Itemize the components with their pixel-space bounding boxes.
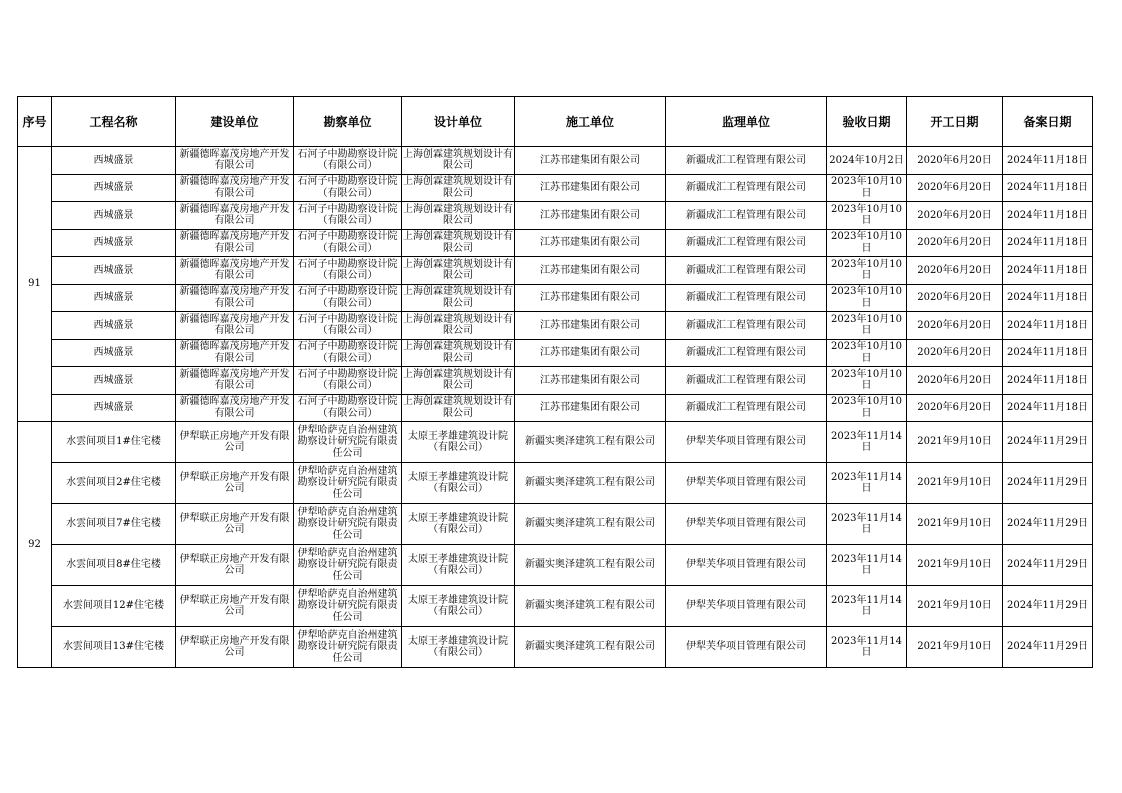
filing-date-cell: 2024年11月29日 — [1003, 545, 1093, 586]
survey-unit-cell: 伊犁哈萨克自治州建筑勘察设计研究院有限责任公司 — [294, 422, 402, 463]
builder-cell: 新疆德晖嘉茂房地产开发有限公司 — [176, 367, 294, 395]
table-row — [18, 463, 1093, 504]
supervision-unit-cell: 新疆成汇工程管理有限公司 — [666, 174, 827, 202]
start-date-cell: 2020年6月20日 — [907, 147, 1003, 175]
header-project-name: 工程名称 — [52, 97, 176, 147]
builder-cell: 伊犁联正房地产开发有限公司 — [176, 422, 294, 463]
builder-cell: 新疆德晖嘉茂房地产开发有限公司 — [176, 229, 294, 257]
builder-cell: 伊犁联正房地产开发有限公司 — [176, 463, 294, 504]
design-unit-cell: 太原王孝雄建筑设计院（有限公司） — [402, 627, 515, 668]
project-name-cell: 西城盛景 — [52, 147, 176, 175]
seq-cell: 91 — [18, 147, 52, 422]
construction-unit-cell: 江苏邗建集团有限公司 — [515, 284, 666, 312]
supervision-unit-cell: 伊犁芙华项目管理有限公司 — [666, 463, 827, 504]
start-date-cell: 2020年6月20日 — [907, 257, 1003, 285]
table-row — [18, 586, 1093, 627]
start-date-cell: 2020年6月20日 — [907, 394, 1003, 422]
survey-unit-cell: 伊犁哈萨克自治州建筑勘察设计研究院有限责任公司 — [294, 504, 402, 545]
construction-unit-cell: 江苏邗建集团有限公司 — [515, 367, 666, 395]
construction-unit-cell: 新疆实奥泽建筑工程有限公司 — [515, 545, 666, 586]
supervision-unit-cell: 新疆成汇工程管理有限公司 — [666, 202, 827, 230]
acceptance-date-cell: 2024年10月2日 — [827, 147, 907, 175]
table-row — [18, 367, 1093, 395]
acceptance-date-cell: 2023年10月10日 — [827, 367, 907, 395]
filing-date-cell: 2024年11月18日 — [1003, 257, 1093, 285]
design-unit-cell: 上海创霖建筑规划设计有限公司 — [402, 202, 515, 230]
project-name-cell: 西城盛景 — [52, 367, 176, 395]
design-unit-cell: 上海创霖建筑规划设计有限公司 — [402, 257, 515, 285]
project-name-cell: 水雲间项目8#住宅楼 — [52, 545, 176, 586]
supervision-unit-cell: 伊犁芙华项目管理有限公司 — [666, 627, 827, 668]
header-filing-date: 备案日期 — [1003, 97, 1093, 147]
design-unit-cell: 上海创霖建筑规划设计有限公司 — [402, 147, 515, 175]
filing-date-cell: 2024年11月29日 — [1003, 463, 1093, 504]
start-date-cell: 2020年6月20日 — [907, 312, 1003, 340]
acceptance-date-cell: 2023年10月10日 — [827, 394, 907, 422]
acceptance-date-cell: 2023年10月10日 — [827, 284, 907, 312]
filing-date-cell: 2024年11月18日 — [1003, 339, 1093, 367]
survey-unit-cell: 石河子中勘勘察设计院（有限公司） — [294, 367, 402, 395]
header-supervision-unit: 监理单位 — [666, 97, 827, 147]
project-name-cell: 水雲间项目13#住宅楼 — [52, 627, 176, 668]
project-name-cell: 西城盛景 — [52, 229, 176, 257]
construction-unit-cell: 新疆实奥泽建筑工程有限公司 — [515, 627, 666, 668]
construction-unit-cell: 江苏邗建集团有限公司 — [515, 229, 666, 257]
start-date-cell: 2021年9月10日 — [907, 463, 1003, 504]
start-date-cell: 2020年6月20日 — [907, 367, 1003, 395]
acceptance-date-cell: 2023年10月10日 — [827, 202, 907, 230]
acceptance-date-cell: 2023年11月14日 — [827, 463, 907, 504]
builder-cell: 新疆德晖嘉茂房地产开发有限公司 — [176, 147, 294, 175]
builder-cell: 伊犁联正房地产开发有限公司 — [176, 627, 294, 668]
project-name-cell: 西城盛景 — [52, 312, 176, 340]
design-unit-cell: 太原王孝雄建筑设计院（有限公司） — [402, 545, 515, 586]
design-unit-cell: 太原王孝雄建筑设计院（有限公司） — [402, 504, 515, 545]
header-construction-unit: 施工单位 — [515, 97, 666, 147]
table-header-row — [18, 97, 1093, 147]
table-row — [18, 422, 1093, 463]
table-row — [18, 202, 1093, 230]
project-name-cell: 西城盛景 — [52, 394, 176, 422]
builder-cell: 新疆德晖嘉茂房地产开发有限公司 — [176, 284, 294, 312]
table-body — [18, 147, 1093, 668]
project-name-cell: 西城盛景 — [52, 339, 176, 367]
acceptance-date-cell: 2023年11月14日 — [827, 627, 907, 668]
filing-date-cell: 2024年11月18日 — [1003, 174, 1093, 202]
design-unit-cell: 上海创霖建筑规划设计有限公司 — [402, 174, 515, 202]
supervision-unit-cell: 伊犁芙华项目管理有限公司 — [666, 586, 827, 627]
supervision-unit-cell: 伊犁芙华项目管理有限公司 — [666, 545, 827, 586]
survey-unit-cell: 石河子中勘勘察设计院（有限公司） — [294, 229, 402, 257]
filing-date-cell: 2024年11月18日 — [1003, 147, 1093, 175]
start-date-cell: 2020年6月20日 — [907, 202, 1003, 230]
acceptance-date-cell: 2023年10月10日 — [827, 339, 907, 367]
table-row — [18, 229, 1093, 257]
filing-date-cell: 2024年11月29日 — [1003, 422, 1093, 463]
seq-cell: 92 — [18, 422, 52, 668]
design-unit-cell: 上海创霖建筑规划设计有限公司 — [402, 229, 515, 257]
filing-date-cell: 2024年11月29日 — [1003, 586, 1093, 627]
survey-unit-cell: 石河子中勘勘察设计院（有限公司） — [294, 257, 402, 285]
project-name-cell: 水雲间项目12#住宅楼 — [52, 586, 176, 627]
table-row — [18, 394, 1093, 422]
construction-unit-cell: 江苏邗建集团有限公司 — [515, 147, 666, 175]
design-unit-cell: 上海创霖建筑规划设计有限公司 — [402, 339, 515, 367]
table-row — [18, 174, 1093, 202]
construction-unit-cell: 江苏邗建集团有限公司 — [515, 394, 666, 422]
filing-date-cell: 2024年11月18日 — [1003, 229, 1093, 257]
project-name-cell: 水雲间项目2#住宅楼 — [52, 463, 176, 504]
acceptance-date-cell: 2023年10月10日 — [827, 312, 907, 340]
project-name-cell: 西城盛景 — [52, 257, 176, 285]
header-seq: 序号 — [18, 97, 52, 147]
start-date-cell: 2020年6月20日 — [907, 339, 1003, 367]
start-date-cell: 2021年9月10日 — [907, 504, 1003, 545]
survey-unit-cell: 伊犁哈萨克自治州建筑勘察设计研究院有限责任公司 — [294, 545, 402, 586]
project-name-cell: 西城盛景 — [52, 284, 176, 312]
construction-unit-cell: 新疆实奥泽建筑工程有限公司 — [515, 463, 666, 504]
supervision-unit-cell: 新疆成汇工程管理有限公司 — [666, 257, 827, 285]
project-record-table — [17, 96, 1093, 668]
construction-unit-cell: 江苏邗建集团有限公司 — [515, 174, 666, 202]
filing-date-cell: 2024年11月29日 — [1003, 504, 1093, 545]
start-date-cell: 2021年9月10日 — [907, 627, 1003, 668]
builder-cell: 新疆德晖嘉茂房地产开发有限公司 — [176, 339, 294, 367]
header-start-date: 开工日期 — [907, 97, 1003, 147]
table-row — [18, 545, 1093, 586]
filing-date-cell: 2024年11月18日 — [1003, 367, 1093, 395]
supervision-unit-cell: 伊犁芙华项目管理有限公司 — [666, 504, 827, 545]
project-name-cell: 水雲间项目7#住宅楼 — [52, 504, 176, 545]
table-row — [18, 257, 1093, 285]
design-unit-cell: 上海创霖建筑规划设计有限公司 — [402, 367, 515, 395]
survey-unit-cell: 伊犁哈萨克自治州建筑勘察设计研究院有限责任公司 — [294, 586, 402, 627]
acceptance-date-cell: 2023年11月14日 — [827, 422, 907, 463]
builder-cell: 新疆德晖嘉茂房地产开发有限公司 — [176, 174, 294, 202]
header-builder: 建设单位 — [176, 97, 294, 147]
builder-cell: 伊犁联正房地产开发有限公司 — [176, 545, 294, 586]
supervision-unit-cell: 新疆成汇工程管理有限公司 — [666, 394, 827, 422]
builder-cell: 新疆德晖嘉茂房地产开发有限公司 — [176, 257, 294, 285]
survey-unit-cell: 石河子中勘勘察设计院（有限公司） — [294, 312, 402, 340]
construction-unit-cell: 新疆实奥泽建筑工程有限公司 — [515, 422, 666, 463]
survey-unit-cell: 伊犁哈萨克自治州建筑勘察设计研究院有限责任公司 — [294, 463, 402, 504]
start-date-cell: 2020年6月20日 — [907, 229, 1003, 257]
survey-unit-cell: 石河子中勘勘察设计院（有限公司） — [294, 202, 402, 230]
design-unit-cell: 太原王孝雄建筑设计院（有限公司） — [402, 586, 515, 627]
filing-date-cell: 2024年11月18日 — [1003, 202, 1093, 230]
start-date-cell: 2021年9月10日 — [907, 545, 1003, 586]
header-survey-unit: 勘察单位 — [294, 97, 402, 147]
supervision-unit-cell: 伊犁芙华项目管理有限公司 — [666, 422, 827, 463]
builder-cell: 新疆德晖嘉茂房地产开发有限公司 — [176, 312, 294, 340]
project-name-cell: 西城盛景 — [52, 202, 176, 230]
builder-cell: 新疆德晖嘉茂房地产开发有限公司 — [176, 394, 294, 422]
construction-unit-cell: 江苏邗建集团有限公司 — [515, 202, 666, 230]
construction-unit-cell: 新疆实奥泽建筑工程有限公司 — [515, 504, 666, 545]
header-acceptance-date: 验收日期 — [827, 97, 907, 147]
construction-unit-cell: 江苏邗建集团有限公司 — [515, 257, 666, 285]
start-date-cell: 2020年6月20日 — [907, 284, 1003, 312]
table-row — [18, 339, 1093, 367]
survey-unit-cell: 石河子中勘勘察设计院（有限公司） — [294, 174, 402, 202]
construction-unit-cell: 江苏邗建集团有限公司 — [515, 339, 666, 367]
project-name-cell: 西城盛景 — [52, 174, 176, 202]
header-design-unit: 设计单位 — [402, 97, 515, 147]
construction-unit-cell: 新疆实奥泽建筑工程有限公司 — [515, 586, 666, 627]
start-date-cell: 2020年6月20日 — [907, 174, 1003, 202]
design-unit-cell: 上海创霖建筑规划设计有限公司 — [402, 284, 515, 312]
survey-unit-cell: 石河子中勘勘察设计院（有限公司） — [294, 284, 402, 312]
construction-unit-cell: 江苏邗建集团有限公司 — [515, 312, 666, 340]
project-name-cell: 水雲间项目1#住宅楼 — [52, 422, 176, 463]
table-row — [18, 147, 1093, 175]
filing-date-cell: 2024年11月18日 — [1003, 284, 1093, 312]
filing-date-cell: 2024年11月29日 — [1003, 627, 1093, 668]
acceptance-date-cell: 2023年10月10日 — [827, 229, 907, 257]
table-row — [18, 312, 1093, 340]
design-unit-cell: 太原王孝雄建筑设计院（有限公司） — [402, 463, 515, 504]
table-row — [18, 504, 1093, 545]
supervision-unit-cell: 新疆成汇工程管理有限公司 — [666, 339, 827, 367]
builder-cell: 伊犁联正房地产开发有限公司 — [176, 586, 294, 627]
design-unit-cell: 上海创霖建筑规划设计有限公司 — [402, 312, 515, 340]
design-unit-cell: 太原王孝雄建筑设计院（有限公司） — [402, 422, 515, 463]
acceptance-date-cell: 2023年10月10日 — [827, 257, 907, 285]
acceptance-date-cell: 2023年11月14日 — [827, 586, 907, 627]
survey-unit-cell: 石河子中勘勘察设计院（有限公司） — [294, 147, 402, 175]
design-unit-cell: 上海创霖建筑规划设计有限公司 — [402, 394, 515, 422]
supervision-unit-cell: 新疆成汇工程管理有限公司 — [666, 367, 827, 395]
supervision-unit-cell: 新疆成汇工程管理有限公司 — [666, 147, 827, 175]
supervision-unit-cell: 新疆成汇工程管理有限公司 — [666, 284, 827, 312]
builder-cell: 伊犁联正房地产开发有限公司 — [176, 504, 294, 545]
survey-unit-cell: 伊犁哈萨克自治州建筑勘察设计研究院有限责任公司 — [294, 627, 402, 668]
start-date-cell: 2021年9月10日 — [907, 422, 1003, 463]
table-row — [18, 627, 1093, 668]
supervision-unit-cell: 新疆成汇工程管理有限公司 — [666, 312, 827, 340]
survey-unit-cell: 石河子中勘勘察设计院（有限公司） — [294, 394, 402, 422]
acceptance-date-cell: 2023年11月14日 — [827, 545, 907, 586]
survey-unit-cell: 石河子中勘勘察设计院（有限公司） — [294, 339, 402, 367]
builder-cell: 新疆德晖嘉茂房地产开发有限公司 — [176, 202, 294, 230]
acceptance-date-cell: 2023年10月10日 — [827, 174, 907, 202]
supervision-unit-cell: 新疆成汇工程管理有限公司 — [666, 229, 827, 257]
start-date-cell: 2021年9月10日 — [907, 586, 1003, 627]
acceptance-date-cell: 2023年11月14日 — [827, 504, 907, 545]
table-row — [18, 284, 1093, 312]
filing-date-cell: 2024年11月18日 — [1003, 312, 1093, 340]
filing-date-cell: 2024年11月18日 — [1003, 394, 1093, 422]
